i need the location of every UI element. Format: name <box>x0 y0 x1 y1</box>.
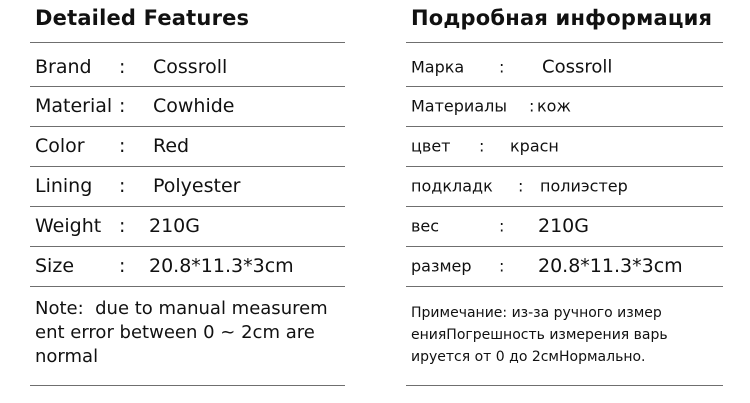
spec-separator: : <box>499 256 505 276</box>
spec-value: 210G <box>538 215 589 237</box>
spec-row-color <box>406 126 723 166</box>
spec-label: Color <box>35 135 85 157</box>
spec-label: Материалы <box>411 96 507 116</box>
spec-row-weight <box>406 206 723 246</box>
spec-label: Brand <box>35 56 92 78</box>
spec-label: размер <box>411 256 472 276</box>
spec-separator: : <box>499 57 505 77</box>
spec-value: красн <box>510 136 559 156</box>
spec-value: Polyester <box>153 175 241 197</box>
spec-label: подкладк <box>411 176 493 196</box>
divider <box>30 385 345 386</box>
spec-value: полиэстер <box>540 176 628 196</box>
spec-value: Cowhide <box>153 95 235 117</box>
spec-separator: : <box>119 175 126 197</box>
spec-row-color <box>30 126 345 166</box>
spec-value: 20.8*11.3*3cm <box>149 255 294 277</box>
divider <box>406 42 723 43</box>
spec-separator: : <box>529 96 535 116</box>
spec-row-lining <box>406 166 723 206</box>
russian-info-title: Подробная информация <box>411 6 713 30</box>
spec-row-size <box>406 246 723 286</box>
spec-label: вес <box>411 216 440 236</box>
spec-row-material <box>30 86 345 126</box>
spec-label: цвет <box>411 136 451 156</box>
spec-label: Size <box>35 255 75 277</box>
divider <box>406 286 723 287</box>
spec-value: Cossroll <box>542 56 613 78</box>
spec-separator: : <box>119 215 126 237</box>
spec-separator: : <box>479 136 485 156</box>
spec-separator: : <box>119 56 126 78</box>
spec-label: Марка <box>411 57 465 77</box>
detailed-features-title: Detailed Features <box>35 6 250 30</box>
spec-row-material <box>406 86 723 126</box>
measurement-note: Note: due to manual measurem ent error between 0 ~ 2cm are normal <box>35 298 328 367</box>
spec-row-weight <box>30 206 345 246</box>
spec-value: Cossroll <box>153 56 228 78</box>
spec-row-size <box>30 246 345 286</box>
divider <box>406 385 723 386</box>
spec-separator: : <box>119 135 126 157</box>
spec-row-brand <box>30 47 345 87</box>
spec-separator: : <box>119 95 126 117</box>
spec-label: Weight <box>35 215 102 237</box>
spec-separator: : <box>499 216 505 236</box>
spec-label: Material <box>35 95 113 117</box>
spec-separator: : <box>518 176 524 196</box>
spec-row-brand <box>406 47 723 87</box>
spec-value: Red <box>153 135 190 157</box>
spec-label: Lining <box>35 175 93 197</box>
divider <box>30 286 345 287</box>
spec-row-lining <box>30 166 345 206</box>
spec-separator: : <box>119 255 126 277</box>
spec-value: кож <box>537 96 571 116</box>
measurement-note: Примечание: из-за ручного измер енияПогрешность измерения варь ируется от 0 до 2смНормально. <box>411 305 668 365</box>
divider <box>30 42 345 43</box>
spec-value: 210G <box>149 215 200 237</box>
spec-value: 20.8*11.3*3cm <box>538 255 683 277</box>
